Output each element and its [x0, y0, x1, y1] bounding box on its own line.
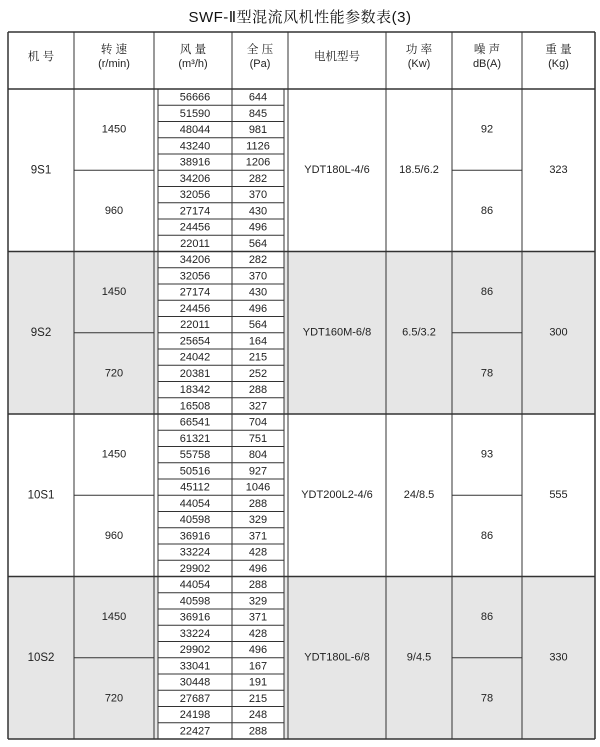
noise-cell: 86: [480, 611, 494, 624]
air-volume-cell: 33224: [179, 546, 211, 559]
air-volume-cell: 34206: [179, 254, 211, 267]
pressure-cell: 430: [248, 205, 268, 218]
air-volume-cell: 61321: [179, 432, 211, 445]
header-unit: (r/min): [98, 57, 130, 70]
air-volume-cell: 29902: [179, 562, 211, 575]
pressure-cell: 430: [248, 286, 268, 299]
pressure-cell: 1046: [245, 481, 271, 494]
header-unit: (m³/h): [178, 57, 208, 70]
air-volume-cell: 55758: [179, 449, 211, 462]
header-unit: (Kg): [548, 57, 569, 70]
air-volume-cell: 24198: [179, 709, 211, 722]
air-volume-cell: 27687: [179, 692, 211, 705]
air-volume-cell: 40598: [179, 595, 211, 608]
pressure-cell: 370: [248, 189, 268, 202]
pressure-cell: 215: [248, 351, 268, 364]
speed-cell: 720: [104, 367, 124, 380]
pressure-cell: 564: [248, 319, 268, 332]
pressure-cell: 371: [248, 530, 268, 543]
air-volume-cell: 45112: [180, 481, 210, 494]
noise-cell: 86: [480, 286, 494, 299]
pressure-cell: 164: [248, 335, 268, 348]
speed-cell: 1450: [101, 611, 127, 624]
pressure-cell: 496: [248, 302, 268, 315]
air-volume-cell: 33224: [179, 627, 211, 640]
power-cell: 18.5/6.2: [399, 164, 439, 177]
pressure-cell: 252: [248, 367, 268, 380]
pressure-cell: 329: [248, 595, 268, 608]
air-volume-cell: 24042: [179, 351, 211, 364]
air-volume-cell: 44054: [179, 497, 211, 510]
air-volume-cell: 56666: [179, 91, 211, 104]
air-volume-cell: 34206: [179, 172, 211, 185]
air-volume-cell: 50516: [179, 465, 211, 478]
power-cell: 6.5/3.2: [402, 326, 436, 339]
pressure-cell: 496: [248, 644, 268, 657]
header-unit: (Pa): [249, 57, 271, 70]
page-title: SWF-Ⅱ型混流风机性能参数表(3): [188, 9, 412, 26]
speed-cell: 960: [104, 204, 124, 217]
air-volume-cell: 30448: [179, 676, 211, 689]
power-cell: 24/8.5: [403, 489, 435, 502]
header-label: 机 号: [27, 51, 55, 64]
noise-cell: 93: [480, 448, 494, 461]
air-volume-cell: 32056: [179, 270, 211, 283]
air-volume-cell: 22011: [180, 237, 210, 250]
pressure-cell: 845: [248, 107, 268, 120]
pressure-cell: 288: [248, 579, 268, 592]
air-volume-cell: 25654: [179, 335, 211, 348]
header-label: 电机型号: [314, 51, 360, 64]
pressure-cell: 704: [248, 416, 268, 429]
speed-cell: 1450: [101, 286, 127, 299]
pressure-cell: 428: [248, 627, 268, 640]
air-volume-cell: 24456: [179, 302, 211, 315]
noise-cell: 78: [480, 367, 494, 380]
header-label: 功 率: [405, 44, 433, 57]
noise-cell: 78: [480, 692, 494, 705]
noise-cell: 86: [480, 204, 494, 217]
power-cell: 9/4.5: [406, 651, 432, 664]
pressure-cell: 248: [248, 709, 268, 722]
pressure-cell: 288: [248, 384, 268, 397]
pressure-cell: 496: [248, 562, 268, 575]
air-volume-cell: 16508: [179, 400, 211, 413]
pressure-cell: 804: [248, 449, 268, 462]
speed-cell: 720: [104, 692, 124, 705]
header-label: 噪 声: [473, 44, 501, 57]
air-volume-cell: 18342: [179, 384, 211, 397]
air-volume-cell: 44054: [179, 579, 211, 592]
weight-cell: 555: [549, 489, 568, 502]
pressure-cell: 329: [248, 514, 268, 527]
motor-cell: YDT180L-6/8: [304, 651, 370, 664]
air-volume-cell: 36916: [179, 611, 211, 624]
pressure-cell: 1126: [246, 140, 270, 153]
air-volume-cell: 24456: [179, 221, 211, 234]
pressure-cell: 644: [248, 91, 268, 104]
header-label: 转 速: [100, 44, 128, 57]
motor-cell: YDT160M-6/8: [302, 326, 372, 339]
air-volume-cell: 36916: [179, 530, 211, 543]
air-volume-cell: 38916: [179, 156, 211, 169]
speed-cell: 1450: [101, 123, 127, 136]
model-cell: 10S2: [27, 651, 55, 664]
pressure-cell: 751: [248, 432, 268, 445]
air-volume-cell: 66541: [179, 416, 211, 429]
header-label: 全 压: [246, 44, 274, 57]
header-unit: (Kw): [407, 57, 431, 70]
pressure-cell: 371: [248, 611, 268, 624]
air-volume-cell: 33041: [179, 660, 211, 673]
air-volume-cell: 27174: [179, 205, 211, 218]
pressure-cell: 282: [248, 172, 268, 185]
air-volume-cell: 40598: [179, 514, 211, 527]
pressure-cell: 215: [248, 692, 268, 705]
air-volume-cell: 51590: [179, 107, 211, 120]
pressure-cell: 288: [248, 725, 268, 738]
model-cell: 9S2: [30, 326, 52, 339]
air-volume-cell: 22011: [180, 319, 210, 332]
motor-cell: YDT200L2-4/6: [301, 489, 373, 502]
noise-cell: 92: [480, 123, 494, 136]
air-volume-cell: 20381: [179, 367, 211, 380]
air-volume-cell: 22427: [179, 725, 211, 738]
pressure-cell: 167: [248, 660, 268, 673]
pressure-cell: 288: [248, 497, 268, 510]
air-volume-cell: 43240: [179, 140, 211, 153]
speed-cell: 960: [104, 529, 124, 542]
pressure-cell: 1206: [245, 156, 271, 169]
motor-cell: YDT180L-4/6: [304, 164, 370, 177]
speed-cell: 1450: [101, 448, 127, 461]
header-unit: dB(A): [472, 57, 502, 70]
air-volume-cell: 32056: [179, 189, 211, 202]
model-cell: 10S1: [27, 489, 55, 502]
air-volume-cell: 27174: [179, 286, 211, 299]
weight-cell: 300: [549, 326, 568, 339]
pressure-cell: 282: [248, 254, 268, 267]
pressure-cell: 370: [248, 270, 268, 283]
pressure-cell: 191: [248, 676, 268, 689]
noise-cell: 86: [480, 529, 494, 542]
header-label: 重 量: [545, 44, 572, 57]
pressure-cell: 327: [248, 400, 268, 413]
pressure-cell: 496: [248, 221, 268, 234]
model-cell: 9S1: [30, 164, 52, 177]
pressure-cell: 981: [248, 124, 268, 137]
header-label: 风 量: [179, 44, 207, 57]
air-volume-cell: 48044: [179, 124, 211, 137]
pressure-cell: 428: [248, 546, 268, 559]
pressure-cell: 927: [248, 465, 268, 478]
weight-cell: 330: [549, 651, 568, 664]
air-volume-cell: 29902: [179, 644, 211, 657]
pressure-cell: 564: [248, 237, 268, 250]
weight-cell: 323: [549, 164, 568, 177]
